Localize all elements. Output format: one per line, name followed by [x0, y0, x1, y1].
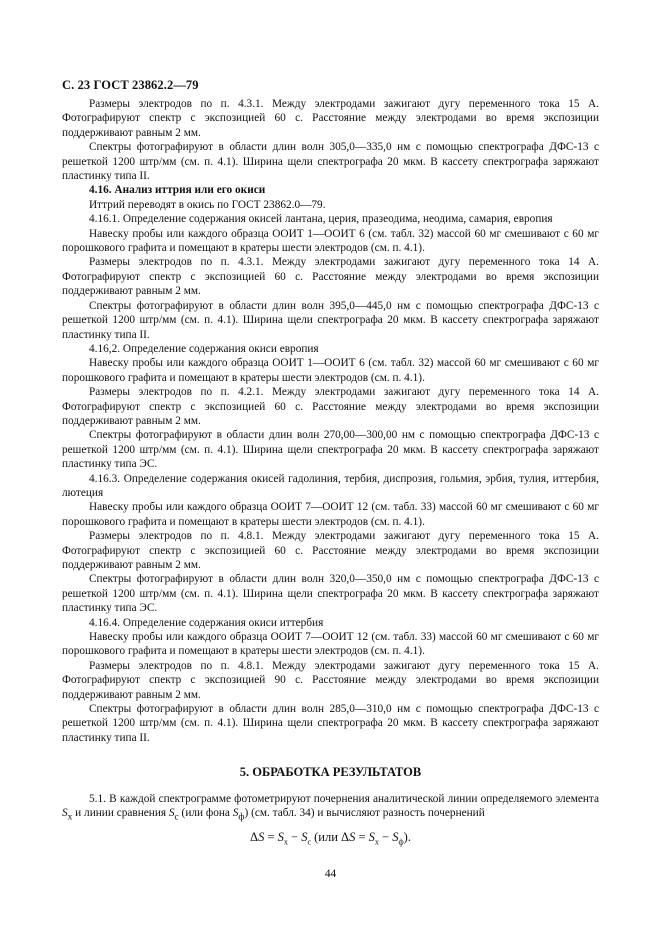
section-paragraph: 5.1. В каждой спектрограмме фотометрируют почернения аналитической линии определяемого элемента $S_x$ и линии сравнения $S_c$ (или фона $S_ф$) (см. табл. 34) и вычисляют разность почернений: [62, 792, 599, 823]
paragraph: Размеры электродов по п. 4.8.1. Между электродами зажигают дугу переменного тока 15 А. Фотографируют спектр с экспозицией 60 с. Расстояние между электродами во время экспозиции поддерживают равным 2 мм.: [62, 530, 599, 571]
paragraph-list: [62, 97, 599, 745]
paragraph: Спектры фотографируют в области длин волн 285,0—310,0 нм с помощью спектрографа ДФС-13 с решеткой 1200 штр/мм (см. п. 4.1). Ширина щели спектрографа 20 мкм. В кассету спектрографа заряжают пластинку типа II.: [62, 703, 599, 744]
paragraph: Спектры фотографируют в области длин волн 320,0—350,0 нм с помощью спектрографа ДФС-13 с решеткой 1200 штр/мм (см. п. 4.1). Ширина щели спектрографа 20 мкм. В кассету спектрографа заряжают пластинку типа ЭС.: [62, 573, 599, 615]
section-title: 5. ОБРАБОТКА РЕЗУЛЬТАТОВ: [239, 765, 422, 780]
paragraph: Размеры электродов по п. 4.2.1. Между электродами зажигают дугу переменного тока 14 А. Фотографируют спектр с экспозицией 60 с. Расстояние между электродами во время экспозиции поддерживают равным 2 мм.: [62, 386, 599, 427]
paragraph: Спектры фотографируют в области длин волн 305,0—335,0 нм с помощью спектрографа ДФС-13 с решеткой 1200 штр/мм (см. п. 4.1). Ширина щели спектрографа 20 мкм. В кассету спектрографа заряжают пластинку типа II.: [62, 141, 599, 183]
paragraph: Навеску пробы или каждого образца ООИТ 1—ООИТ 6 (см. табл. 32) массой 60 мг смешивают с 60 мг порошкового графита и помещают в кратеры шести электродов (см. п. 4.1).: [62, 357, 599, 384]
body-text: [62, 97, 599, 850]
paragraph: 4.16.4. Определение содержания окиси иттербия: [89, 616, 324, 629]
paragraph: Размеры электродов по п. 4.3.1. Между электродами зажигают дугу переменного тока 15 А. Фотографируют спектр с экспозицией 60 с. Расстояние между электродами во время экспозиции поддерживают равным 2 мм.: [62, 98, 599, 139]
paragraph: 4.16.3. Определение содержания окисей гадолиния, тербия, диспрозия, гольмия, эрбия, тулия, иттербия, лютеция: [62, 472, 599, 499]
paragraph: Навеску пробы или каждого образца ООИТ 1—ООИТ 6 (см. табл. 32) массой 60 мг смешивают с 60 мг порошкового графита и помещают в кратеры шести электродов (см. п. 4.1).: [62, 227, 599, 255]
paragraph: Навеску пробы или каждого образца ООИТ 7—ООИТ 12 (см. табл. 33) массой 60 мг смешивают с 60 мг порошкового графита и помещают в кратеры шести электродов (см. п. 4.1).: [62, 501, 599, 528]
page-number: 44: [324, 868, 337, 880]
paragraph: 4.16.1. Определение содержания окисей лантана, церия, празеодима, неодима, самария, европия: [89, 213, 553, 226]
paragraph: Иттрий переводят в окись по ГОСТ 23862.0—79.: [89, 198, 326, 211]
subsection-heading: 4.16. Анализ иттрия или его окиси: [89, 184, 266, 197]
paragraph: Навеску пробы или каждого образца ООИТ 7—ООИТ 12 (см. табл. 33) массой 60 мг смешивают с 60 мг порошкового графита и помещают в кратеры шести электродов (см. п. 4.1).: [62, 631, 599, 658]
paragraph: Размеры электродов по п. 4.3.1. Между электродами зажигают дугу переменного тока 14 А. Фотографируют спектр с экспозицией 60 с. Расстояние между электродами во время экспозиции поддерживают равным 2 мм.: [62, 256, 599, 298]
formula: $\Delta S = S_x - S_c$ (или $\Delta S = S_x - S_ф$).: [250, 829, 411, 847]
paragraph: Размеры электродов по п. 4.8.1. Между электродами зажигают дугу переменного тока 15 А. Фотографируют спектр с экспозицией 90 с. Расстояние между электродами во время экспозиции поддерживают равным 2 мм.: [62, 659, 599, 701]
paragraph: 4.16,2. Определение содержания окиси европия: [89, 342, 319, 355]
page-header: С. 23 ГОСТ 23862.2—79: [62, 78, 199, 92]
paragraph: Спектры фотографируют в области длин волн 270,00—300,00 нм с помощью спектрографа ДФС-13 с решеткой 1200 штр/мм (см. п. 4.1). Ширина щели спектрографа 20 мкм. В кассету спектрографа заряжают пластинку типа ЭС.: [62, 429, 599, 471]
paragraph: Спектры фотографируют в области длин волн 395,0—445,0 нм с помощью спектрографа ДФС-13 с решеткой 1200 штр/мм (см. п. 4.1). Ширина щели спектрографа 20 мкм. В кассету спектрографа заряжают пластинку типа II.: [62, 299, 599, 341]
